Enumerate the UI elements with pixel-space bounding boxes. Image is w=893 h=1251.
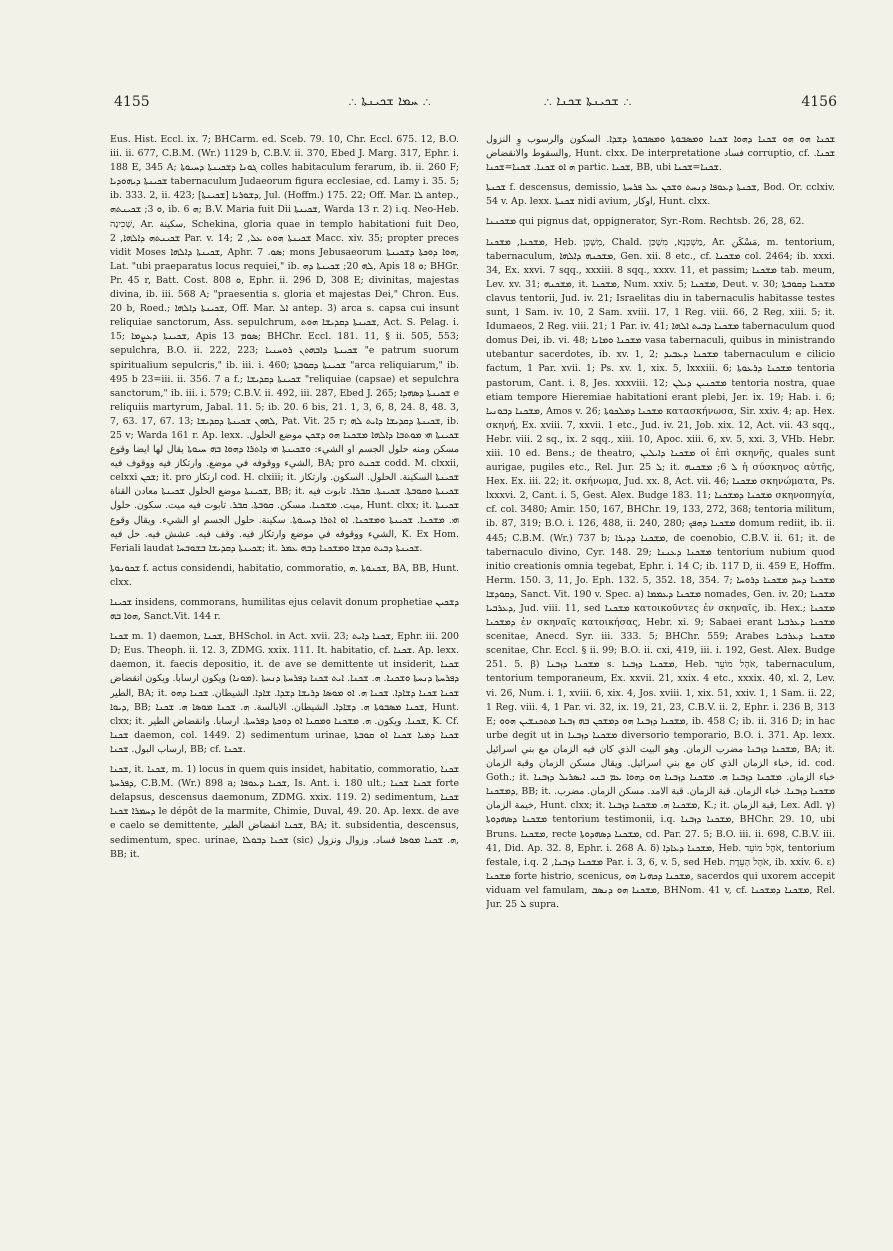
dictionary-entry: ܫܟܢܐ m. 1) daemon, ܫܟܢܐ, BHSchol. in Act. xvii. 23; ܫܟܢܐ ܕܐܝܬ, Ephr. iii. 200 D; Eus. Theoph. ii. 12. 3, ZDMG. xxix. 111. It. habitatio, cf. ܫܟܢܐ. Ap. lexx. daemon, it. faecis depositio, it. de ave se demittente ut insiderit, ܫܟܢܐ ܕܦܪܚܬܐ ܕܢܚܬܐ ܘܫܟܢܐ. ܗ. ܫܟܢܐ. ܐܝܬ ܫܟܢܐ ܕܦܪܚܬܐ ܕܢܚܬܐ .(ܡܘܢܐ) ويكون ارسابا. ويكون انقضاض الطير, BA; it. ܫܟܢܐ ܫܟܢܐ ܕܫܐܕܐ. ܫܟܢܐ ܗ. ܐܘ ܡܘܣܐ ܕܪܝܫܐ ܕܫܕܐ. ܫܐܕܐ. الشيطان. ܫܟܢܐ ܕܗܘ ܕܝܘܐ, BB; ܫܟܢܐ ܡܣܒܘܬܐ ܗ. ܕܫܐܕܐ. الشيطان. الابالسة. ܗ. ܫܟܢܐ ܡܘܣܐ ܗ. ܫܟܢܐ, Hunt. clxx; it. ܫܟܢܐ. ويكون. ܗ. ܡܫܟܢܐ ܘܡܩܢܐ ܐܘ ܕܘܟܬܐ ܕܦܪܚܬܐ. ارسابا. وانقضاض الطير, K. Cf. ܫܟܢܐ daemon, col. 1449. 2) sedimentum urinae, ܫܟܢܐ ܕܡܝܐ ܫܟܢܐ ܐܘ ܩܘܒܬܐ ارساب البول. ܫܟܢܐ, BB; cf. ܫܟܢܐ. bbox=[110, 631, 459, 755]
dictionary-entry: ܫܟܘܢܘܬܐ f. actus considendi, habitatio, commoratio, ܫܟܢܘܬܐ .ܗ, BA, BB, Hunt. clxx. bbox=[110, 562, 459, 588]
dictionary-entry: ܫܟܢܐ ܗܘ ܗܘ ܫܟܢܐ ܕܗܘܐ ܫܟܢܐ ܘܡܣܒܘܬܐ ܘܡܣܒܘܬܐ ܕܫܕܐ. السكون والرسوب وِ النزول والسقوط والانقضاض, Hunt. clxx. De interpretatione فساد corruptio, cf. ܫܟܢܐ. ܗ ܐܘ ܫܟܢܐ. ܫܟܢܐ=ܫܟܢܐ partic. ܫܟܢܐ, BB, ubi ܫܟܢܐ=ܫܟܢܐ. bbox=[486, 134, 835, 174]
running-head-right: ∴ ܫܟܝܢܬܐ ܫܟܢܐ ∴ bbox=[543, 94, 632, 109]
dictionary-entry: ܫܟܢܐ, it. ܫܟܢܐ, m. 1) locus in quem quis insidet, habitatio, commoratio, ܫܟܢܐ ܕܦܪܚܬܐ, C.B.M. (Wr.) 898 a; ܫܟܢܐ ܕܥܘܦܐ, Is. Ant. i. 180 ult.; ܫܟܢܐ ܫܟܢܐ forte delapsus, descensus daemonum, ZDMG. xxix. 119. 2) sedimentum, ܫܟܢܐ ܕܚܡܪܐ ܫܟܢܐ le dépôt de la marmite, Chimie, Duval, 49. 20. Ap. lexx. de ave e caelo se demittente, ܫܟܢܐ انقضاض الطير, BA; it. subsidentia, descensus, sedimentum, spec. urinae, ܫܟܢܐ ܕܒܘܠܐ (sic) ܗ. ܫܟܢܐ ܡܘܣܐ فساد. وزوال ونزول, BB; it. bbox=[110, 764, 459, 860]
running-head-left: ∴ ܚܡܐ ܫܟܝܢܬܐ ∴ bbox=[348, 94, 432, 109]
page-number-right: 4156 bbox=[801, 94, 837, 110]
dictionary-entry: Eus. Hist. Eccl. ix. 7; BHCarm. ed. Sceb. 79. 10, Chr. Eccl. 675. 12, B.O. iii. ii. 677, C.B.M. (Wr.) 1129 b, C.B.V. ii. 370, Ebed J. Marg. 317, Ephr. i. 188 E, 345 A; ܓܘܢܐ ܕܫܟܝܢܬܐ ܕܚܝܘܬܐ colles habitaculum ferarum, ib. ii. 260 F; ܫܟܝܢܬܐ ܕܝܗܘܕܝܐ tabernaculum Judaeorum figura ecclesiae, cd. Lamy i. 35. 5; ib. 333. 2, ii. 423; [ܫܟܝܢܬܐ] ܕܫܘܪܝܐ, Jul. (Hoffm.) 175. 22; Off. Mar. ܠܐ antep., ܘ 3; ܫܟܝܢܬܗ, ib. ܗ 6; B.V. Maria fuit Dii ܫܟܝܢܬܐ, Warda 13 r. 2) i.q. Neo-Heb. שְׁכִינָה, Ar. سكينة, Schekina, gloria quae in templo habitationi fuit Deo, ܫܟܝܢܬܗ ܕܐܠܗܐ, 2 Par. v. 14; ܫܟܝܢܬܐ ܗܘܬ ܥܠ, 2 Macc. xiv. 35; propter preces vidit Moses ܫܟܝܢܬܐ ܕܐܠܗܐ, Aphr. ܣܘ. 7; mons Jebusaeorum ܗܘܐ ܕܘܟܬܐ ܕܫܟܝܢܬܐ, Lat. "ubi praeparatus locus requiei," ib. ܠܗ 20; ܫܟܝܢܬܐ ܕܗ, Apis ܘ 18; BHGr. Pr. 45 r, Batt. Cost. ܘ 808, Ephr. ii. 296 D, 308 E; divinitas, majestas divina, ib. iii. 568 A; "praesentia s. gloria et majestas Dei," Chron. Eus. 20 b, Roed.; ܫܟܝܢܬܐ ܕܐܠܗܐ, Off. Mar. ܐܠ antep. 3) arca s. capsa cui insunt reliquiae sanctorum, Ass. sepulchrum, ܫܟܝܢܬܐ ܕܩܕܝܫܐ ܗܘܬ, Act. S. Pelag. i. 15; ܫܟܝܢܬܐ ܕܥܨܡܐ, Apis ܣܘܡ 13; BHChr. Eccl. 181. 11, § ii. 505, 553; sepulchra, B.O. ii. 222, 223; ܫܟܝܢܬܐ ܕܐܒܗܬܢ ܪܘܚܢܝܐ "e patrum suorum spiritualium sepulcris," ib. iii. i. 460; ܫܟܝܢܬܐ ܕܩܘܒܬܐ "arca reliquiarum," ib. 495 b 23=iii. ii. 356. 7 a f.; ܫܟܝܢܬܐ ܕܩܕܝܫܐ "reliquiae (capsae) et sepulchra sanctorum," ib. iii. i. 579; C.B.V. ii. 492, iii. 287, Ebed J. 265; ܫܟܝܢܬܐ ܕܣܗܕܐ e reliquiis martyrum, Jabal. 11. 5; ib. 20. 6 bis, 21. 1, 3, 6, 8, 24. 8, 48. 3, 7, 63. 17, 67. 13; ܠܗܘܢ ܫܟܝܢܬܐ ܕܩܕܝܫܐ, Pat. Vit. 25 r; ܫܟܝܢܬܐ ܕܩܕܝܫܐ ܕܐܝܬ ܠܗ, ib. 25 v; Warda 161 r. Ap. lexx. ܫܟܝܢܬܐ ܗܝ ܡܘܬܒܐ ܕܐܠܗܐ ܡܫܟܢܐ ܗܘ ܕܫܟܢ موضع الحلول. مسكن ومنه حلول الجسم او الشيء: ܘܫܟܝܢܬܐ ܗܝ ܕܐܬܪܐ ܕܗܘܐ ܒܗ ܚܝܘܬܐ يقال لها ايضا وقوع الشيء ووقوفه في موضع. وارتكاز فيه ووقوف فيه, BA; pro ܫܟܢܬ codd. M. clxxii, celxxi ܫܟܢ; it. pro ارتكاز cod. H. clxiii; it. ܫܟܝܢܬܐ السكينة. الحلول. السكون. وارتكاز ܫܟܝܢܬܐ موضع الحلول ܫܟܝܢܬܐ معادن القناة, BB; it. ܫܟܝܢܬܐ ܘܩܘܒܬܐ. ܫܟܝܢܬܐ. ܩܒܪܐ. تابوت فيه ميت. ܡܫܟܢܐ. مسكن. ܩܘܒܬܐ. ܩܒܪ. تابوت فيه ميت. سكون. حلول, Hunt. clxx; it. ܫܟܝܢܬܐ ܗܝ. ܡܫܟܢܐ. ܫܟܝܢܬܐ ܘܡܫܟܢܐ. ܐܘ ܐܬܪܐ ܕܚܝܘܬܐ. سكينة. حلول الجسم او الشيء. ويقال وقوع الشيء ووقوفه في موضع وارتكاز فيه. وقف فيه. عشش فيه. حل فيه, K. Ex Hom. Feriali laudat ܫܟܝܢܬܐ ܕܩܕܝܫܐ ܒܫܘܒܚܐ; it. ܫܟܝܢܬܐ ܕܒܝܬ ܩܕܫܐ ܘܡܫܟܢܐ ܕܒܗ ܥܡܪ. bbox=[110, 134, 459, 554]
columns bbox=[110, 133, 835, 1223]
right-column bbox=[486, 133, 835, 1223]
dictionary-entry: ܡܫܟܢܢܐ qui pignus dat, oppignerator, Syr.-Rom. Rechtsb. 26, 28, 62. bbox=[486, 216, 805, 228]
page-header bbox=[108, 92, 837, 114]
page-number-left: 4155 bbox=[114, 94, 150, 110]
dictionary-entry: ܡܫܟܢܐ, ܡܫܟܢܐ, Heb. מִשְׁכָּן, Chald. מַשְׁכְּנָא, מִשְׁכַּן, Ar. مَسْكَن, m. tentorium, tabernaculum, ܡܫܟܢܗ ܕܐܠܗܐ, Gen. xii. 8 etc., cf. ܡܫܟܢܐ col. 2464; ib. xxxi. 34, Ex. xxvi. 7 sqq., xxxiii. 8 sqq., xxxv. 11, et passim; ܡܫܟܢܐ tab. meum, Lev. xv. 31; ܡܫܟܢܗ, it. ܡܫܟܢܐ, Num. xxiv. 5; ܡܫܟܢܐ, Deut. v. 30; ܡܫܟܢܐ ܕܩܘܒܬܐ clavus tentorii, Jud. iv. 21; Israelitas diu in tabernaculis habitasse testes sunt, 1 Sam. iv. 10, 2 Sam. xviii. 17, 1 Reg. viii. 66, 2 Reg. xiii. 5; it. Idumaeos, 2 Reg. viii. 21; 1 Par. iv. 41; ܡܫܟܢܐ ܕܒܝܬ ܐܠܗܐ tabernaculum quod domus Dei, ib. vi. 48; ܡܫܟܢܐ ܘܡܐܢܐ vasa tabernaculi, quibus in ministrando utebantur sacerdotes, ib. xv. 1, 2; ܡܫܟܢܐ ܕܥܒܝܕ tabernaculum e cilicio factum, 1 Par. xvii. 1; Ps. xv. 1, xix. 5, lxxxiii. 6; ܡܫܟܢܐ ܕܪܥܘܬܐ tentoria pastorum, Cant. i. 8, Jes. xxxviii. 12; ܡܫܟܢܝܢ ܕܝܠܢ tentoria nostra, quae etiam tempore Hieremiae habitationi erant plebi, Jer. ix. 19; Hab. i. 6; ܡܫܟܢܐ ܕܒܘܢܝܐ, Amos v. 26; ܡܫܟܢܐ ܕܡܠܟܘܬܐ κατασκήνωσα, Sir. xxiv. 4; ap. Hex. σκηνή, Ex. xviii. 7, xxvii. 1 etc., Jud. iv. 21, Job. xix. 12, Act. vii. 43 sqq., Hebr. viii. 2 sq., ix. 2 sqq., xiii. 10, Apoc. xiii. 6, xv. 5, xxi. 3, VHb. Hebr. xiii. 10 ed. Bens.; de theatro, ܡܫܟܢܐ ܕܐܝܠܝܢ οἱ ἐπὶ σκηνῆς, quales sunt aurigae, pugiles etc., Rel. Jur. ܠ 25; it. ܠ 6; ܡܫܟܢܗ ἡ σύσκηνος αὐτῆς, Hex. Ex. iii. 22; it. σκήνωμα, Jud. xx. 8, Act. vii. 46; ܡܫܟܢܐ σκηνώματα, Ps. lxxxvi. 2, Cant. i. 5, Gest. Alex. Budge 183. 11; ܡܫܟܢܐ ܕܡܫܟܢܐ σκηνοπηγία, cf. col. 3480; Amir. 150, 167, BHChr. 19, 133, 272, 368; tentoria militum, ib. 87, 319; B.O. i. 126, 488, ii. 240, 280; ܡܫܟܢܐ ܕܗܦܟ domum rediit, ib. ii. 445; C.B.M. (Wr.) 737 b; ܡܫܟܢܐ ܕܕܝܪܐ, de coenobio, C.B.V. ii. 61; it. de tabernaculo divino, Cyr. 148. 29; ܡܫܟܢܐ ܕܥܢܢܐ tentorium nubium quod initio creationis omnia tegebat, Ephr. i. 14 C; ib. 117 D, ii. 459 E, Hoffm. Herm. 150. 3, 11, Jo. Eph. 132. 5, 352. 18, 354. 7; ܡܫܟܢܐ ܕܚܕ ܡܫܟܢܐ ܕܪܘܚܐ ܕܩܘܕܫܐ, Sanct. Vit. 190 v. Spec. a) ܡܫܟܢܐ ܕܥܡܡܐ nomades, Gen. iv. 20; ܡܫܟܢܐ ܕܥܪܒܝܐ, Jud. viii. 11, sed ܡܫܟܢܐ κατοικοῦντες ἐν σκηναῖς, ib. Hex.; ܡܫܟܢܐ ܕܡܫܟܢܐ ἐν σκηναῖς κατοικήσας, Hebr. xi. 9; Sabaei erant ܡܫܟܢܐ ܕܥܪܒܝܐ scenitae, Anecd. Syr. iii. 333. 5; BHChr. 559; Arabes ܡܫܟܢܐ ܕܥܪܒܝܐ scenitae, Chr. Eccl. § ii. 99; B.O. ii. cxi, 419, iii. i. 192, Gest. Alex. Budge 251. 5. β) ܡܫܟܢܐ ܕܙܒܢܐ s. ܡܫܟܢܐ ܕܙܒܢܐ, Heb. אֹהֶל מוֹעֵד, tabernaculum, tentorium temporaneum, Ex. xxvii. 21, xxix. 4 etc., xxxix. 40, xl. 2, Lev. vi. 26, Num. i. 1, xviii. 6, xix. 4, Jos. xviii. 1, xix. 51, xxiv. 1, 1 Sam. ii. 22, 1 Reg. viii. 4, 1 Par. vi. 32, ix. 19, 21, 23, C.B.V. ii. 2, Ephr. i. 236 B, 313 E; ܡܫܟܢܐ ܕܙܒܢܐ ܗܘ ܕܡܫܟܢ ܒܗ ܙܒܢܐ ܡܬܟܢܫܝܢ ܗܘܘ, ib. 458 C; ib. ii. 316 D; in hac urbe degit ut in ܡܫܟܢܐ ܕܙܒܢܐ diversorio temporario, B.O. i. 371. Ap. lexx. ܡܫܟܢܐ ܕܙܒܢܐ مضرب الزمان. وهو البيت الذي كان فيه الزمان مع بني اسرائيل, BA; it. خباء الزمان الذي كان مع بني اسرائيل. ويقال مسكن الزمان وقبة الزمان, id. cod. Goth.; it. خباء الزمان. ܡܫܟܢܐ ܕܙܒܢܐ ܗ. ܡܫܟܢܐ ܕܙܒܢܐ ܗܘ ܕܗܘܐ ܥܡ ܒܢܝ ܐܝܣܪܝܠ ܕܙܒܢܐ ܕܡܫܟܢܐ, BB; it. ܡܫܟܢܐ ܕܙܒܢܐ. خباء الزمان. قبة الزمان. قبة الامد. مسكن الزمان. مضرب. خيمة الزمان, Hunt. clxx; it. ܡܫܟܢܐ ܗ. ܡܫܟܢܐ ܕܙܒܢܐ, K.; it. قبة الزمان, Lex. Adl. γ) ܡܫܟܢܐ ܕܣܗܕܘܬܐ tentorium testimonii, i.q. ܡܫܟܢܐ ܕܙܒܢܐ, BHChr. 29. 10, ubi Bruns. ܡܫܟܢܐ, recte ܡܫܟܢܐ ܕܣܗܕܘܬܐ, cd. Par. 27. 5; B.O. iii. ii. 698, C.B.V. iii. 41, Did. Ap. 32. 8, Ephr. i. 268 A. δ) ܡܫܟܢܐ ܕܥܐܕܐ, Heb. אֹהֶל מוֹעֵד, tentorium festale, i.q. ܡܫܟܢܐ ܕܙܒܢܐ, 2 Par. i. 3, 6, v. 5, sed Heb. אֹהֶל הָעֵדֻת, ib. xxiv. 6. ε) ܡܫܟܢܐ forte histrio, scenicus, ܡܫܟܢܐ ܕܟܗܢܐ ܗܘ, sacerdos qui uxorem accepit viduam vel famulam, ܡܫܟܢܐ ܗܘ ܕܢܣܒ, BHNom. 41 v, cf. ܡܫܟܢܐ ܕܡܫܟܢܐ, Rel. Jur. ܠ 25 supra. bbox=[486, 236, 835, 910]
dictionary-entry: ܫܟܝܢܐ insidens, commorans, humilitas ejus celavit donum prophetiae ܕܫܟܝܢ ܗܘܐ ܒܗ, Sanct.Vit. 144 r. bbox=[110, 597, 459, 623]
dictionary-entry: ܫܟܢܬܐ f. descensus, demissio, ܫܟܢܬܐ ܕܥܘܦܐ ܕܢܚܬ ܘܫܟܢ ܥܠ ܦܪܚܬܐ, Bod. Or. cclxiv. 54 v. Ap. lexx. ܫܟܢܬܐ nidi avium, اوكار, Hunt. clxx. bbox=[486, 182, 835, 208]
left-column bbox=[110, 133, 459, 1223]
